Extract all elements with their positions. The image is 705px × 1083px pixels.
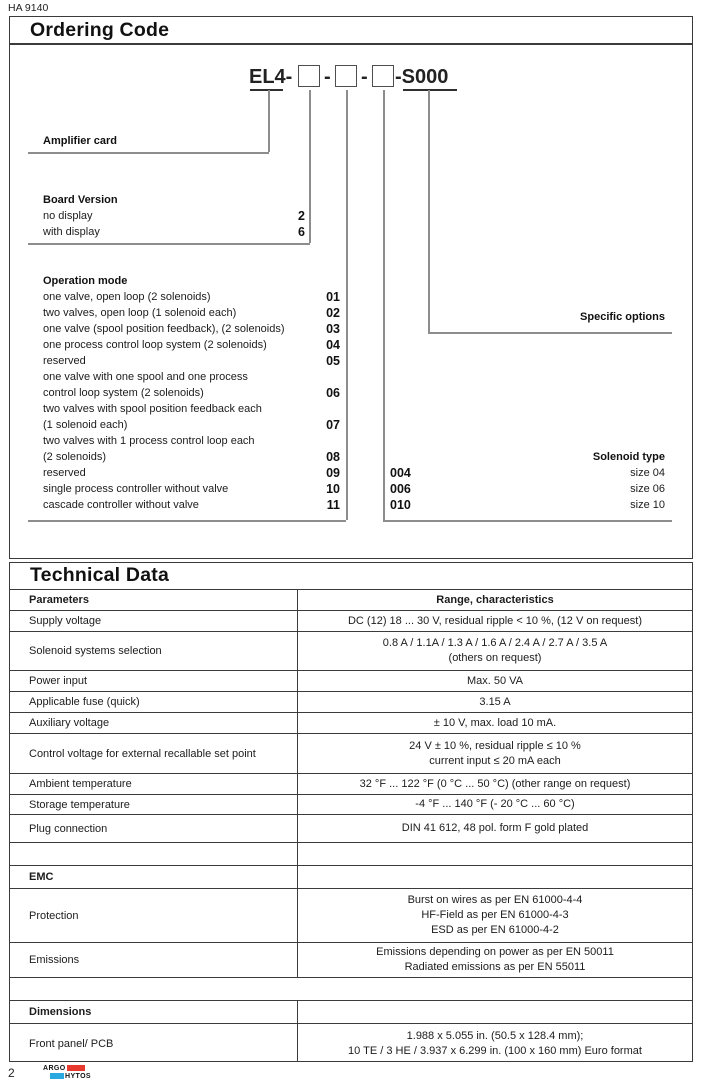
amplifier-card-rule bbox=[28, 152, 269, 154]
table-row bbox=[10, 795, 692, 815]
doc-code: HA 9140 bbox=[8, 2, 49, 14]
empty-cell bbox=[298, 866, 692, 888]
value-line: 24 V ± 10 %, residual ripple ≤ 10 % bbox=[409, 739, 581, 752]
value-line: 3.15 A bbox=[479, 695, 511, 708]
table-row bbox=[10, 815, 692, 843]
solenoid-code: 006 bbox=[390, 482, 411, 496]
solenoid-size-label: size 04 bbox=[630, 467, 665, 479]
order-code-box-solenoid-type bbox=[372, 65, 394, 87]
operation-mode-row bbox=[43, 371, 340, 384]
header-range: Range, characteristics bbox=[436, 593, 554, 606]
value-line: 1.988 x 5.055 in. (50.5 x 128.4 mm); bbox=[406, 1029, 584, 1042]
header-parameters: Parameters bbox=[10, 590, 298, 610]
order-code-box-operation-mode bbox=[335, 65, 357, 87]
operation-code: 11 bbox=[326, 498, 340, 512]
order-code-prefix: EL4- bbox=[249, 66, 293, 88]
param-cell: Protection bbox=[10, 889, 298, 942]
operation-mode-row bbox=[43, 403, 340, 416]
table-row bbox=[10, 774, 692, 795]
param-cell: Plug connection bbox=[10, 815, 298, 842]
table-row bbox=[10, 611, 692, 632]
solenoid-type-row bbox=[390, 483, 665, 496]
value-line: ± 10 V, max. load 10 mA. bbox=[433, 716, 557, 729]
table-row bbox=[10, 889, 692, 943]
operation-label: (2 solenoids) bbox=[43, 451, 106, 463]
value-line: current input ≤ 20 mA each bbox=[429, 754, 561, 767]
technical-data-section bbox=[9, 562, 693, 1062]
solenoid-code: 004 bbox=[390, 466, 411, 480]
value-line: -4 °F ... 140 °F (- 20 °C ... 60 °C) bbox=[415, 798, 575, 810]
param-cell: Auxiliary voltage bbox=[10, 713, 298, 733]
table-header-row bbox=[10, 590, 692, 611]
board-version-row bbox=[43, 210, 305, 223]
solenoid-type-title: Solenoid type bbox=[592, 451, 665, 463]
operation-mode-row bbox=[43, 323, 340, 336]
param-cell: Applicable fuse (quick) bbox=[10, 692, 298, 712]
operation-mode-rule bbox=[28, 520, 346, 522]
prefix-underline bbox=[250, 89, 283, 91]
table-row bbox=[10, 943, 692, 978]
operation-label: one valve, open loop (2 solenoids) bbox=[43, 291, 211, 303]
operation-label: two valves, open loop (1 solenoid each) bbox=[43, 307, 237, 319]
operation-mode-row bbox=[43, 467, 340, 480]
value-line: Max. 50 VA bbox=[466, 674, 524, 687]
operation-code: 10 bbox=[326, 482, 340, 496]
dimensions-header: Dimensions bbox=[10, 1001, 298, 1023]
connector-amplifier-card bbox=[268, 90, 270, 152]
value-line: DIN 41 612, 48 pol. form F gold plated bbox=[401, 822, 589, 834]
amplifier-card-label: Amplifier card bbox=[43, 135, 117, 147]
specific-options-rule bbox=[428, 332, 672, 334]
specific-options-title: Specific options bbox=[580, 311, 665, 323]
value-line: 10 TE / 3 HE / 3.937 x 6.299 in. (100 x 160 mm) Euro format bbox=[348, 1044, 642, 1057]
table-row bbox=[10, 734, 692, 774]
solenoid-size-label: size 06 bbox=[630, 483, 665, 495]
operation-code: 03 bbox=[326, 322, 340, 336]
value-line: Radiated emissions as per EN 55011 bbox=[404, 961, 586, 973]
spacer-row bbox=[10, 843, 692, 866]
value-line: 0.8 A / 1.1A / 1.3 A / 1.6 A / 2.4 A / 2.7 A / 3.5 A bbox=[382, 637, 608, 649]
spacer-cell bbox=[10, 843, 298, 865]
spacer-row bbox=[10, 978, 692, 1001]
connector-operation-mode bbox=[346, 90, 348, 520]
param-cell: Power input bbox=[10, 671, 298, 691]
value-line: 32 °F ... 122 °F (0 °C ... 50 °C) (other range on request) bbox=[359, 777, 631, 790]
board-option-code: 2 bbox=[298, 209, 305, 223]
value-line: Emissions depending on power as per EN 50011 bbox=[376, 946, 614, 958]
page-number: 2 bbox=[8, 1066, 15, 1080]
operation-mode-row bbox=[43, 499, 340, 512]
board-version-title: Board Version bbox=[43, 194, 118, 206]
operation-code: 09 bbox=[326, 466, 340, 480]
emc-header: EMC bbox=[10, 866, 298, 888]
empty-cell bbox=[298, 1001, 692, 1023]
operation-code: 02 bbox=[326, 306, 340, 320]
operation-label: reserved bbox=[43, 355, 86, 367]
operation-code: 08 bbox=[326, 450, 340, 464]
argo-hytos-logo bbox=[43, 1064, 91, 1080]
value-line: (others on request) bbox=[448, 652, 542, 664]
ordering-code-title: Ordering Code bbox=[30, 19, 170, 41]
operation-mode-row bbox=[43, 483, 340, 496]
operation-mode-row bbox=[43, 291, 340, 304]
operation-code: 07 bbox=[326, 418, 340, 432]
operation-code: 01 bbox=[326, 290, 340, 304]
table-row bbox=[10, 692, 692, 713]
param-cell: Ambient temperature bbox=[10, 774, 298, 794]
operation-code: 06 bbox=[326, 386, 340, 400]
table-row bbox=[10, 632, 692, 671]
operation-label: single process controller without valve bbox=[43, 483, 229, 495]
solenoid-size-label: size 10 bbox=[630, 499, 665, 511]
logo-red-block-icon bbox=[67, 1065, 85, 1071]
order-code-box-board-version bbox=[298, 65, 320, 87]
param-cell: Front panel/ PCB bbox=[10, 1024, 298, 1062]
ordering-title-rule bbox=[10, 43, 692, 45]
table-row bbox=[10, 1024, 692, 1062]
logo-top-row bbox=[43, 1064, 91, 1072]
suffix-underline bbox=[403, 89, 457, 91]
operation-label: two valves with 1 process control loop each bbox=[43, 435, 255, 447]
value-line: DC (12) 18 ... 30 V, residual ripple < 10 %, (12 V on request) bbox=[347, 614, 642, 627]
operation-code: 04 bbox=[326, 338, 340, 352]
order-code-suffix: -S000 bbox=[395, 66, 449, 88]
emc-header-row bbox=[10, 866, 692, 889]
param-cell: Storage temperature bbox=[10, 795, 298, 814]
logo-bottom-row bbox=[50, 1072, 91, 1080]
operation-mode-row bbox=[43, 435, 340, 448]
spacer-cell bbox=[298, 978, 692, 1000]
operation-label: control loop system (2 solenoids) bbox=[43, 387, 204, 399]
value-line: ESD as per EN 61000-4-2 bbox=[431, 924, 559, 936]
connector-specific-options bbox=[428, 90, 430, 332]
value-line: HF-Field as per EN 61000-4-3 bbox=[421, 909, 569, 921]
param-cell: Supply voltage bbox=[10, 611, 298, 631]
logo-blue-block-icon bbox=[50, 1073, 64, 1079]
order-code-dash1: - bbox=[324, 66, 331, 88]
operation-label: two valves with spool position feedback each bbox=[43, 403, 262, 415]
operation-label: one valve (spool position feedback), (2 solenoids) bbox=[43, 323, 285, 335]
operation-label: reserved bbox=[43, 467, 86, 479]
operation-mode-row bbox=[43, 355, 340, 368]
operation-mode-row bbox=[43, 307, 340, 320]
value-line: Burst on wires as per EN 61000-4-4 bbox=[407, 894, 583, 906]
solenoid-type-row bbox=[390, 499, 665, 512]
board-option-code: 6 bbox=[298, 225, 305, 239]
operation-mode-row bbox=[43, 451, 340, 464]
param-cell: Control voltage for external recallable set point bbox=[10, 734, 298, 773]
operation-mode-title: Operation mode bbox=[43, 275, 128, 287]
table-row bbox=[10, 713, 692, 734]
spacer-cell bbox=[298, 843, 692, 865]
table-row bbox=[10, 671, 692, 692]
operation-label: one valve with one spool and one process bbox=[43, 371, 248, 383]
param-cell: Emissions bbox=[10, 943, 298, 977]
operation-label: one process control loop system (2 solenoids) bbox=[43, 339, 267, 351]
operation-code: 05 bbox=[326, 354, 340, 368]
operation-mode-row bbox=[43, 339, 340, 352]
spacer-cell bbox=[10, 978, 298, 1000]
operation-mode-row bbox=[43, 419, 340, 432]
solenoid-type-row bbox=[390, 467, 665, 480]
solenoid-code: 010 bbox=[390, 498, 411, 512]
technical-data-title: Technical Data bbox=[30, 563, 169, 586]
board-option-label: with display bbox=[43, 226, 100, 238]
board-option-label: no display bbox=[43, 210, 93, 222]
connector-board-version bbox=[309, 90, 311, 243]
technical-data-titleband bbox=[10, 563, 692, 590]
logo-text-hytos: HYTOS bbox=[65, 1072, 91, 1080]
operation-mode-row bbox=[43, 387, 340, 400]
operation-label: cascade controller without valve bbox=[43, 499, 199, 511]
operation-label: (1 solenoid each) bbox=[43, 419, 128, 431]
dimensions-header-row bbox=[10, 1001, 692, 1024]
solenoid-type-rule bbox=[383, 520, 672, 522]
order-code-dash2: - bbox=[361, 66, 368, 88]
board-version-rule bbox=[28, 243, 310, 245]
param-cell: Solenoid systems selection bbox=[10, 632, 298, 670]
board-version-row bbox=[43, 226, 305, 239]
logo-text-argo: ARGO bbox=[43, 1064, 66, 1072]
connector-solenoid-type bbox=[383, 90, 385, 520]
